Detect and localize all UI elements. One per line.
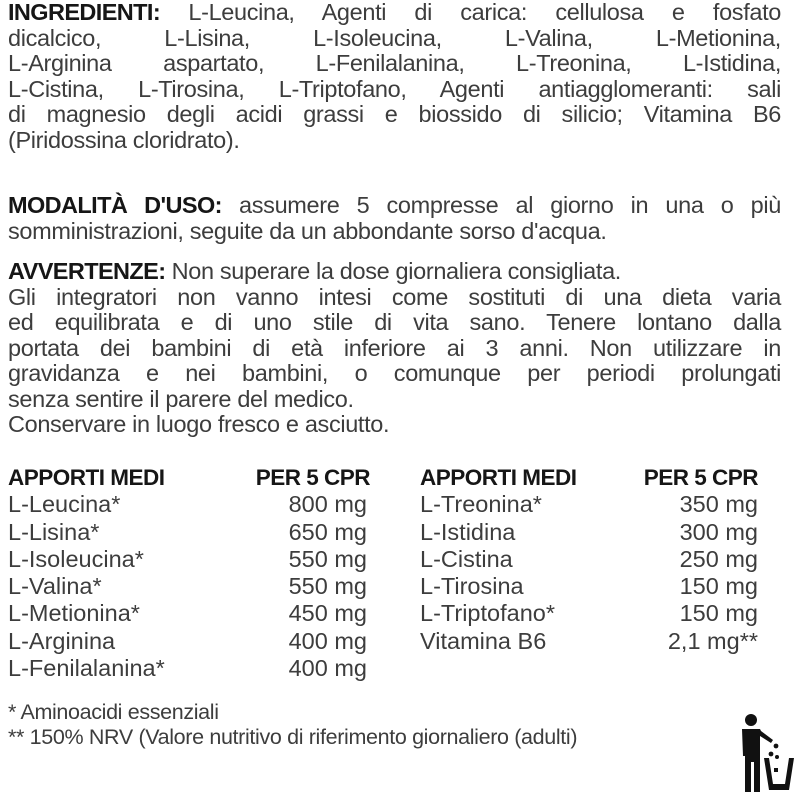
ingredients-line: di magnesio degli acidi grassi e biossido di silicio; Vitamina B6 bbox=[8, 101, 781, 127]
ingredients-line: (Piridossina cloridrato). bbox=[8, 126, 240, 153]
usage-label: MODALITÀ D'USO: bbox=[8, 192, 222, 218]
usage-section bbox=[8, 193, 781, 244]
usage-line: MODALITÀ D'USO: assumere 5 compresse al giorno in una o più bbox=[8, 192, 781, 218]
ingredients-label: INGREDIENTI: bbox=[8, 0, 161, 25]
table-row: L-Fenilalanina* 400 mg bbox=[8, 655, 367, 682]
header-value: PER 5 CPR bbox=[255, 465, 370, 490]
table-row: L-Tirosina 150 mg bbox=[420, 573, 758, 600]
table-row: L-Cistina 250 mg bbox=[420, 545, 758, 572]
warnings-line: Gli integratori non vanno intesi come sostituti di una dieta varia bbox=[8, 283, 781, 310]
table-row: L-Lisina* 650 mg bbox=[8, 518, 367, 545]
warnings-line: gravidanza e nei bambini, o comunque per periodi prolungati bbox=[8, 360, 781, 386]
ingredients-line: L-Cistina, L-Tirosina, L-Triptofano, Agenti antiagglomeranti: sali bbox=[8, 75, 781, 102]
table-row: L-Leucina* 800 mg bbox=[8, 491, 367, 518]
table-row: L-Metionina* 450 mg bbox=[8, 600, 367, 627]
warnings-section bbox=[8, 259, 781, 438]
table-row: L-Valina* 550 mg bbox=[8, 573, 367, 600]
header-value: PER 5 CPR bbox=[643, 465, 758, 490]
nutrition-table-left bbox=[8, 464, 370, 682]
table-row: L-Arginina 400 mg bbox=[8, 627, 367, 654]
ingredients-line: dicalcico, L-Lisina, L-Isoleucina, L-Valina, L-Metionina, bbox=[8, 24, 781, 51]
warnings-label: AVVERTENZE: bbox=[8, 258, 166, 284]
footnote-essential: * Aminoacidi essenziali bbox=[8, 700, 219, 724]
table-row: Vitamina B6 2,1 mg** bbox=[420, 627, 758, 654]
ingredients-line: L-Arginina aspartato, L-Fenilalanina, L-Treonina, L-Istidina, bbox=[8, 50, 781, 76]
warnings-line: Conservare in luogo fresco e asciutto. bbox=[8, 411, 390, 437]
ingredients-section bbox=[8, 0, 781, 153]
warnings-line: AVVERTENZE: Non superare la dose giornaliera consigliata. bbox=[8, 258, 621, 284]
table-row: L-Istidina 300 mg bbox=[420, 518, 758, 545]
ingredients-line: INGREDIENTI: L-Leucina, Agenti di carica: cellulosa e fosfato bbox=[8, 0, 781, 25]
table-row: L-Isoleucina* 550 mg bbox=[8, 545, 367, 572]
nutrition-table-right bbox=[420, 464, 758, 655]
warnings-line: ed equilibrata e di uno stile di vita sano. Tenere lontano dalla bbox=[8, 309, 781, 335]
table-header bbox=[420, 464, 758, 491]
warnings-line: senza sentire il parere del medico. bbox=[8, 385, 354, 412]
header-name: APPORTI MEDI bbox=[420, 465, 577, 490]
footnote-nrv: ** 150% NRV (Valore nutritivo di riferimento giornaliero (adulti) bbox=[8, 725, 578, 749]
warnings-line: portata dei bambini di età inferiore ai 3 anni. Non utilizzare in bbox=[8, 334, 781, 361]
table-row: L-Treonina* 350 mg bbox=[420, 491, 758, 518]
table-row: L-Triptofano* 150 mg bbox=[420, 600, 758, 627]
table-header bbox=[8, 464, 370, 491]
dispose-in-bin-icon bbox=[738, 712, 794, 794]
usage-line: somministrazioni, seguite da un abbondante sorso d'acqua. bbox=[8, 217, 607, 244]
header-name: APPORTI MEDI bbox=[8, 465, 165, 490]
